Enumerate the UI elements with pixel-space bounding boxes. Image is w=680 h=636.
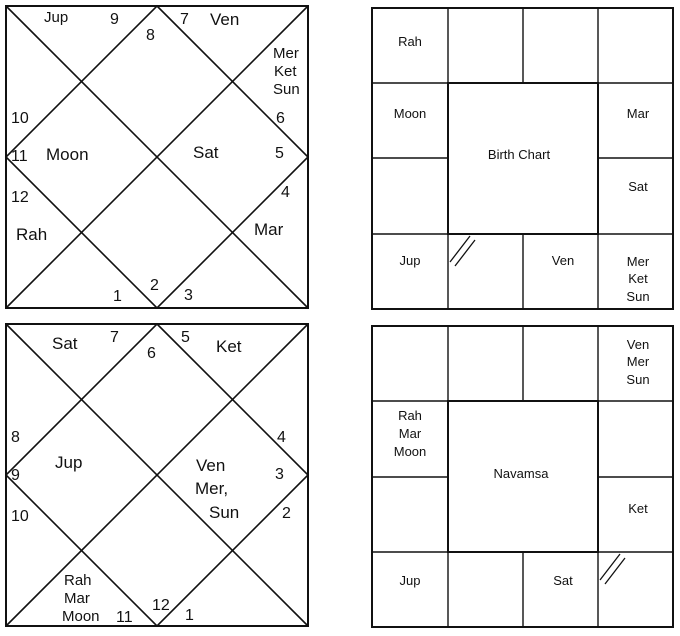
house-number-10: 10 <box>11 110 29 127</box>
cell-planet-label: Jup <box>399 253 421 268</box>
chart-title: Birth Chart <box>487 147 551 162</box>
house-number-11: 11 <box>11 148 28 165</box>
planet-label: Sat <box>193 143 219 162</box>
house-number-6: 6 <box>147 345 156 362</box>
house-number-8: 8 <box>146 27 155 44</box>
house-number-1: 1 <box>113 288 122 305</box>
house-number-9: 9 <box>110 11 119 28</box>
north-chart-navamsa <box>6 324 308 626</box>
house-number-11: 11 <box>116 609 133 626</box>
chart-title: Navamsa <box>493 466 549 481</box>
house-number-5: 5 <box>181 329 190 346</box>
planet-label: Rah <box>16 225 48 244</box>
house-number-8: 8 <box>11 429 20 446</box>
house-number-12: 12 <box>11 189 29 206</box>
cell-planet-label: Ket <box>628 271 648 286</box>
cell-planet-label: Ven <box>626 337 650 352</box>
planet-label: Rah <box>64 572 92 589</box>
cell-planet-label: Ven <box>551 253 575 268</box>
planet-label: Mer, <box>195 479 229 498</box>
house-number-1: 1 <box>185 607 194 624</box>
cell-planet-label: Jup <box>399 573 421 588</box>
house-number-2: 2 <box>282 505 291 522</box>
cell-planet-label: Ket <box>628 501 648 516</box>
house-number-4: 4 <box>277 429 286 446</box>
south-chart-navamsa <box>372 326 673 627</box>
planet-label: Sun <box>273 81 300 98</box>
planet-label: Ven <box>210 10 240 29</box>
north-chart-birth <box>6 6 308 308</box>
planet-label: Sun <box>209 503 240 522</box>
house-number-9: 9 <box>11 467 20 484</box>
house-number-10: 10 <box>11 508 29 525</box>
planet-label: Mar <box>254 220 284 239</box>
house-number-3: 3 <box>184 287 193 304</box>
planet-label: Jup <box>55 453 83 472</box>
planet-label: Jup <box>44 9 69 26</box>
cell-planet-label: Mar <box>398 426 422 441</box>
cell-planet-label: Rah <box>398 408 422 423</box>
cell-planet-label: Sun <box>626 372 650 387</box>
planet-label: Moon <box>46 145 89 164</box>
cell-planet-label: Rah <box>398 34 422 49</box>
planet-label: Moon <box>62 608 100 625</box>
house-number-7: 7 <box>110 329 119 346</box>
house-number-3: 3 <box>275 466 284 483</box>
cell-planet-label: Moon <box>393 106 427 121</box>
planet-label: Mer <box>273 45 299 62</box>
house-number-4: 4 <box>281 184 290 201</box>
house-number-7: 7 <box>180 11 189 28</box>
cell-planet-label: Sat <box>553 573 573 588</box>
planet-label: Sat <box>52 334 78 353</box>
cell-planet-label: Sat <box>628 179 648 194</box>
south-chart-birth <box>372 8 673 309</box>
planet-label: Mar <box>64 590 90 607</box>
planet-label: Ven <box>196 456 226 475</box>
house-number-2: 2 <box>150 277 159 294</box>
planet-label: Ket <box>216 337 242 356</box>
cell-planet-label: Moon <box>393 444 427 459</box>
house-number-5: 5 <box>275 145 284 162</box>
cell-planet-label: Mer <box>626 254 650 269</box>
planet-label: Ket <box>274 63 297 80</box>
house-number-6: 6 <box>276 110 285 127</box>
cell-planet-label: Mar <box>626 106 650 121</box>
cell-planet-label: Mer <box>626 354 650 369</box>
house-number-12: 12 <box>152 597 170 614</box>
cell-planet-label: Sun <box>626 289 650 304</box>
